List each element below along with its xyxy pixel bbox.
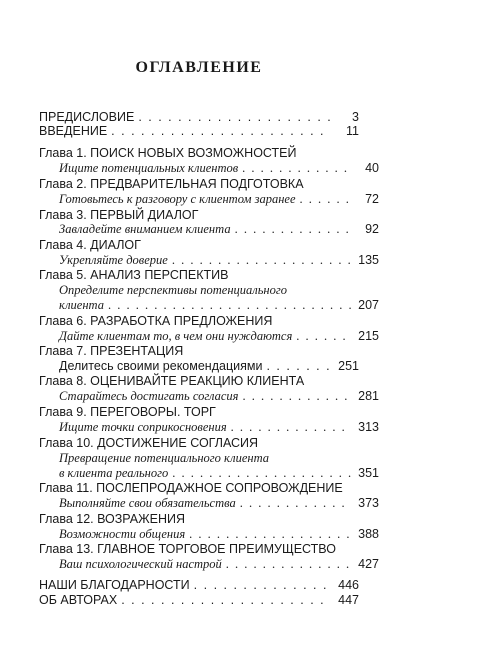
toc-subtitle-text: в клиента реального	[59, 466, 169, 480]
leader-dots	[231, 420, 351, 435]
toc-page-number: 92	[365, 222, 379, 236]
toc-entry-label: ПРЕДИСЛОВИЕ	[39, 110, 135, 124]
toc-subtitle-text: клиента	[59, 298, 104, 312]
toc-chapter-subtitle[interactable]	[39, 359, 359, 374]
toc-entry-label: ВВЕДЕНИЕ	[39, 124, 108, 138]
leader-dots	[138, 110, 331, 125]
toc-chapter-subtitle[interactable]	[39, 222, 379, 237]
toc-subtitle-text: Ищите потенциальных клиентов	[59, 161, 239, 175]
toc-page-number: 135	[358, 253, 379, 267]
toc-entry-acknowledgements[interactable]	[39, 578, 359, 593]
toc-page-number: 72	[365, 192, 379, 206]
leader-dots	[111, 124, 331, 139]
toc-chapter-heading[interactable]: Глава 13. ГЛАВНОЕ ТОРГОВОЕ ПРЕИМУЩЕСТВО	[39, 542, 336, 556]
toc-page-number: 388	[358, 527, 379, 541]
toc-page-number: 11	[346, 124, 359, 138]
toc-chapter-heading[interactable]: Глава 12. ВОЗРАЖЕНИЯ	[39, 512, 186, 526]
leader-dots	[189, 527, 351, 542]
toc-subtitle-text: Ваш психологический настрой	[59, 557, 222, 571]
toc-chapter-subtitle[interactable]	[39, 557, 379, 572]
leader-dots	[240, 496, 351, 511]
leader-dots	[300, 192, 351, 207]
toc-chapter-heading[interactable]: Глава 4. ДИАЛОГ	[39, 238, 141, 252]
toc-chapter-subtitle[interactable]	[39, 389, 379, 404]
toc-chapter-subtitle[interactable]	[39, 466, 379, 481]
leader-dots	[243, 389, 352, 404]
leader-dots	[108, 298, 351, 313]
toc-entry-label: ОБ АВТОРАХ	[39, 593, 118, 607]
toc-chapter-heading[interactable]: Глава 1. ПОИСК НОВЫХ ВОЗМОЖНОСТЕЙ	[39, 146, 297, 160]
leader-dots	[172, 466, 351, 481]
toc-subtitle-text: Делитесь своими рекомендациями	[59, 359, 263, 373]
toc-page-number: 215	[358, 329, 379, 343]
toc-chapter-subtitle[interactable]	[39, 527, 379, 542]
toc-entry-label: НАШИ БЛАГОДАРНОСТИ	[39, 578, 190, 592]
leader-dots	[296, 329, 351, 344]
toc-chapter-heading[interactable]: Глава 5. АНАЛИЗ ПЕРСПЕКТИВ	[39, 268, 229, 282]
toc-chapter-subtitle[interactable]	[39, 420, 379, 435]
toc-chapter-subtitle[interactable]	[39, 298, 379, 313]
toc-chapter-subtitle[interactable]	[39, 161, 379, 176]
toc-chapter-heading[interactable]: Глава 3. ПЕРВЫЙ ДИАЛОГ	[39, 208, 199, 222]
leader-dots	[226, 557, 351, 572]
toc-subtitle-text: Ищите точки соприкосновения	[59, 420, 227, 434]
toc-chapter-heading[interactable]: Глава 8. ОЦЕНИВАЙТЕ РЕАКЦИЮ КЛИЕНТА	[39, 374, 305, 388]
toc-chapter-subtitle-line1: Определите перспективы потенциального	[59, 283, 287, 297]
toc-chapter-heading[interactable]: Глава 2. ПРЕДВАРИТЕЛЬНАЯ ПОДГОТОВКА	[39, 177, 304, 191]
leader-dots	[242, 161, 351, 176]
page-title: ОГЛАВЛЕНИЕ	[135, 59, 263, 76]
toc-subtitle-text: Старайтесь достигать согласия	[59, 389, 239, 403]
toc-subtitle-text: Завладейте вниманием клиента	[59, 222, 231, 236]
leader-dots	[172, 253, 351, 268]
toc-page-number: 251	[338, 359, 359, 373]
toc-chapter-subtitle[interactable]	[39, 253, 379, 268]
toc-chapter-subtitle[interactable]	[39, 329, 379, 344]
toc-entry-about-authors[interactable]	[39, 593, 359, 608]
toc-chapter-heading[interactable]: Глава 7. ПРЕЗЕНТАЦИЯ	[39, 344, 184, 358]
toc-subtitle-text: Готовьтесь к разговору с клиентом заранее	[59, 192, 296, 206]
toc-page-number: 351	[358, 466, 379, 480]
toc-page-number: 447	[338, 593, 359, 607]
toc-page-number: 207	[358, 298, 379, 312]
toc-entry-preface[interactable]	[39, 110, 359, 125]
toc-page-number: 427	[358, 557, 379, 571]
toc-page-number: 373	[358, 496, 379, 510]
toc-subtitle-text: Дайте клиентам то, в чем они нуждаются	[59, 329, 293, 343]
toc-page-number: 313	[358, 420, 379, 434]
leader-dots	[266, 359, 331, 374]
toc-subtitle-text: Возможности общения	[59, 527, 186, 541]
toc-page-number: 40	[365, 161, 379, 175]
toc-page-number: 281	[358, 389, 379, 403]
toc-chapter-heading[interactable]: Глава 6. РАЗРАБОТКА ПРЕДЛОЖЕНИЯ	[39, 314, 273, 328]
toc-chapter-subtitle[interactable]	[39, 496, 379, 511]
leader-dots	[194, 578, 331, 593]
toc-page-number: 3	[352, 110, 359, 124]
leader-dots	[235, 222, 351, 237]
toc-chapter-subtitle[interactable]	[39, 192, 379, 207]
toc-chapter-heading[interactable]: Глава 10. ДОСТИЖЕНИЕ СОГЛАСИЯ	[39, 436, 259, 450]
toc-entry-introduction[interactable]	[39, 124, 359, 139]
toc-page-number: 446	[338, 578, 359, 592]
toc-chapter-heading[interactable]: Глава 11. ПОСЛЕПРОДАЖНОЕ СОПРОВОЖДЕНИЕ	[39, 481, 343, 495]
toc-chapter-heading[interactable]: Глава 9. ПЕРЕГОВОРЫ. ТОРГ	[39, 405, 216, 419]
toc-chapter-subtitle-line1: Превращение потенциального клиента	[59, 451, 270, 465]
leader-dots	[121, 593, 331, 608]
toc-subtitle-text: Выполняйте свои обязательства	[59, 496, 236, 510]
toc-subtitle-text: Укрепляйте доверие	[59, 253, 168, 267]
